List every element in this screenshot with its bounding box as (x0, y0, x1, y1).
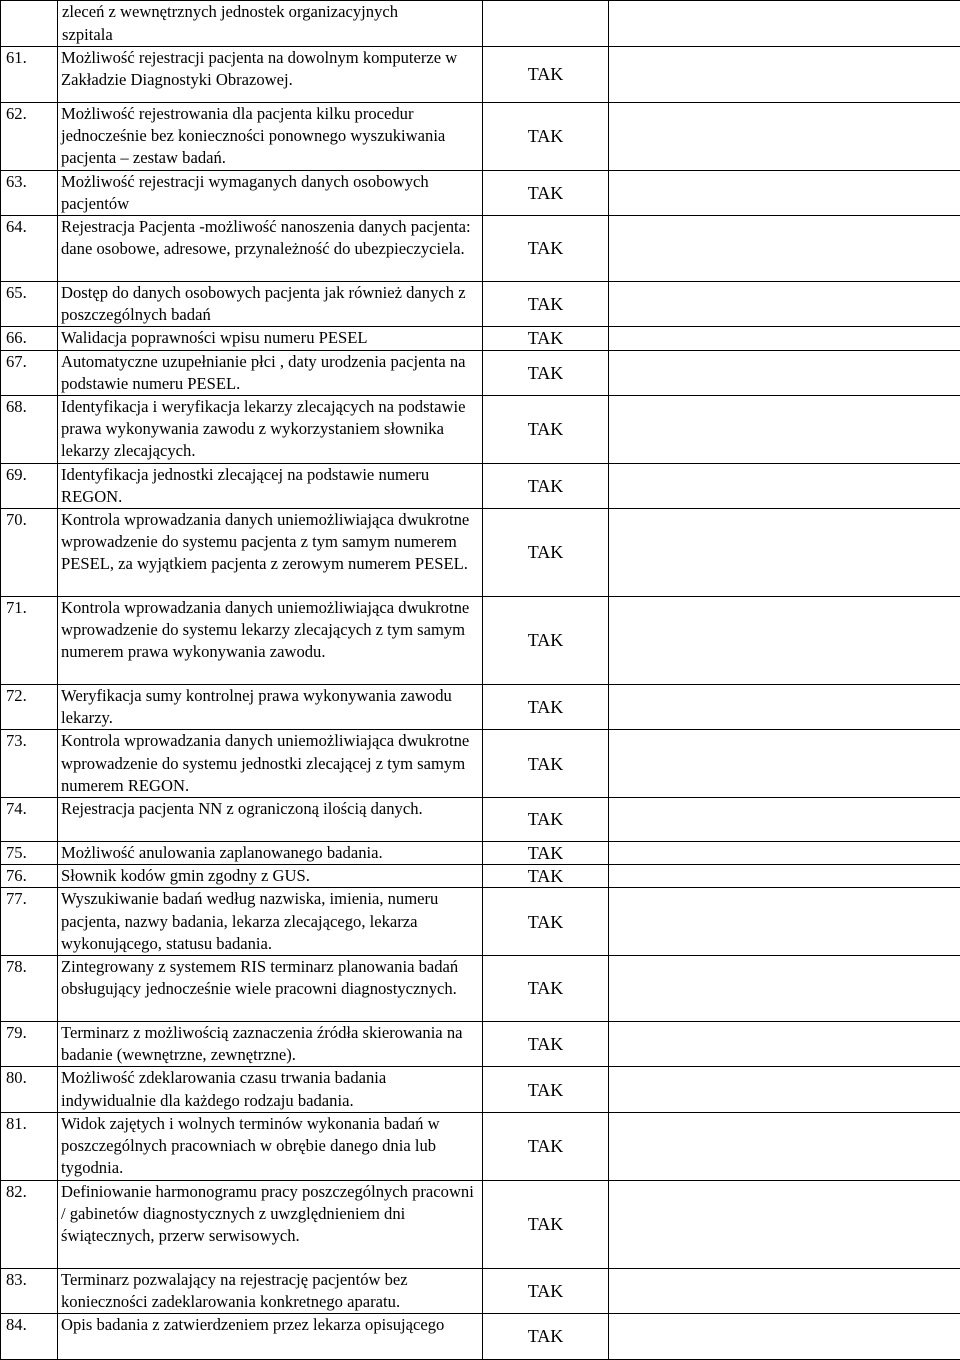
row-extra (609, 1268, 960, 1313)
row-extra (609, 463, 960, 508)
row-extra (609, 282, 960, 327)
row-extra (609, 1180, 960, 1268)
row-extra (609, 1022, 960, 1067)
row-number: 68. (1, 396, 58, 464)
row-description: Możliwość rejestrowania dla pacjenta kilku procedur jednocześnie bez konieczności ponownego wyszukiwania pacjenta – zestaw badań. (58, 103, 483, 171)
row-description: Wyszukiwanie badań według nazwiska, imienia, numeru pacjenta, nazwy badania, lekarza zlecającego, lekarza wykonującego, statusu badania. (58, 888, 483, 956)
row-extra (609, 1112, 960, 1180)
row-extra (609, 396, 960, 464)
row-number: 73. (1, 730, 58, 798)
row-value: TAK (483, 463, 609, 508)
row-description: Rejestracja pacjenta NN z ograniczoną ilością danych. (58, 798, 483, 842)
row-value: TAK (483, 350, 609, 395)
row-extra (609, 1313, 960, 1359)
table-row (1, 798, 960, 842)
row-extra (609, 327, 960, 350)
row-value: TAK (483, 842, 609, 865)
row-value: TAK (483, 1067, 609, 1112)
row-value: TAK (483, 103, 609, 171)
row-number: 65. (1, 282, 58, 327)
row-extra (609, 103, 960, 171)
row-extra (609, 350, 960, 395)
row-description: Kontrola wprowadzania danych uniemożliwiająca dwukrotne wprowadzenie do systemu jednostki zlecającej z tym samym numerem REGON. (58, 730, 483, 798)
row-number: 61. (1, 47, 58, 103)
intro-line-2: szpitala (62, 24, 482, 46)
row-value: TAK (483, 396, 609, 464)
table-row (1, 47, 960, 103)
row-description: Możliwość rejestracji wymaganych danych osobowych pacjentów (58, 170, 483, 215)
row-number: 77. (1, 888, 58, 956)
table-row (1, 1268, 960, 1313)
table-row (1, 350, 960, 395)
row-extra (609, 509, 960, 597)
row-number: 70. (1, 509, 58, 597)
table-row (1, 730, 960, 798)
row-description: Możliwość rejestracji pacjenta na dowolnym komputerze w Zakładzie Diagnostyki Obrazowej. (58, 47, 483, 103)
row-description: Zintegrowany z systemem RIS terminarz planowania badań obsługujący jednocześnie wiele pracowni diagnostycznych. (58, 956, 483, 1022)
row-value: TAK (483, 798, 609, 842)
row-number: 79. (1, 1022, 58, 1067)
row-value: TAK (483, 170, 609, 215)
row-extra (609, 685, 960, 730)
row-description: Dostęp do danych osobowych pacjenta jak również danych z poszczególnych badań (58, 282, 483, 327)
row-value: TAK (483, 1112, 609, 1180)
row-description: Automatyczne uzupełnianie płci , daty urodzenia pacjenta na podstawie numeru PESEL. (58, 350, 483, 395)
table-row (1, 888, 960, 956)
row-number: 72. (1, 685, 58, 730)
row-value: TAK (483, 1180, 609, 1268)
table-row (1, 282, 960, 327)
row-description: Widok zajętych i wolnych terminów wykonania badań w poszczególnych pracowniach w obrębie danego dnia lub tygodnia. (58, 1112, 483, 1180)
table-row (1, 103, 960, 171)
table-row (1, 597, 960, 685)
table-row (1, 1067, 960, 1112)
row-extra (609, 865, 960, 888)
row-value: TAK (483, 1268, 609, 1313)
row-description: Możliwość zdeklarowania czasu trwania badania indywidualnie dla każdego rodzaju badania. (58, 1067, 483, 1112)
row-description: Identyfikacja jednostki zlecającej na podstawie numeru REGON. (58, 463, 483, 508)
row-value: TAK (483, 685, 609, 730)
row-extra (609, 842, 960, 865)
row-description: Definiowanie harmonogramu pracy poszczególnych pracowni / gabinetów diagnostycznych z uwzględnieniem dni świątecznych, przerw serwisowych. (58, 1180, 483, 1268)
row-value: TAK (483, 282, 609, 327)
table-row (1, 327, 960, 350)
row-description: Rejestracja Pacjenta -możliwość nanoszenia danych pacjenta: dane osobowe, adresowe, przynależność do ubezpieczyciela. (58, 216, 483, 282)
table-row (1, 509, 960, 597)
row-value: TAK (483, 1313, 609, 1359)
row-number: 62. (1, 103, 58, 171)
row-value: TAK (483, 1022, 609, 1067)
row-description: Opis badania z zatwierdzeniem przez lekarza opisującego (58, 1313, 483, 1359)
row-number: 66. (1, 327, 58, 350)
table-row (1, 842, 960, 865)
row-number: 67. (1, 350, 58, 395)
row-number: 78. (1, 956, 58, 1022)
row-value: TAK (483, 956, 609, 1022)
table-row (1, 1180, 960, 1268)
row-extra (609, 597, 960, 685)
row-number: 75. (1, 842, 58, 865)
row-extra (609, 1067, 960, 1112)
row-description: Weryfikacja sumy kontrolnej prawa wykonywania zawodu lekarzy. (58, 685, 483, 730)
row-description: Terminarz z możliwością zaznaczenia źródła skierowania na badanie (wewnętrzne, zewnętrzne). (58, 1022, 483, 1067)
row-number: 81. (1, 1112, 58, 1180)
row-value: TAK (483, 865, 609, 888)
extra-cell (609, 1, 960, 47)
row-description: Walidacja poprawności wpisu numeru PESEL (58, 327, 483, 350)
value-cell (483, 1, 609, 47)
row-value: TAK (483, 888, 609, 956)
row-description: Kontrola wprowadzania danych uniemożliwiająca dwukrotne wprowadzenie do systemu pacjenta z tym samym numerem PESEL, za wyjątkiem pacjenta z zerowym numerem PESEL. (58, 509, 483, 597)
table-row-intro (1, 1, 960, 47)
requirements-table-body (1, 1, 960, 1360)
row-number: 71. (1, 597, 58, 685)
table-row (1, 1112, 960, 1180)
row-description: Terminarz pozwalający na rejestrację pacjentów bez konieczności zadeklarowania konkretnego aparatu. (58, 1268, 483, 1313)
row-extra (609, 798, 960, 842)
row-value: TAK (483, 509, 609, 597)
row-description: Słownik kodów gmin zgodny z GUS. (58, 865, 483, 888)
row-description: Identyfikacja i weryfikacja lekarzy zlecających na podstawie prawa wykonywania zawodu z wykorzystaniem słownika lekarzy zlecających. (58, 396, 483, 464)
table-row (1, 685, 960, 730)
row-description: Możliwość anulowania zaplanowanego badania. (58, 842, 483, 865)
row-extra (609, 216, 960, 282)
desc-cell (58, 1, 483, 47)
row-number: 84. (1, 1313, 58, 1359)
table-row (1, 170, 960, 215)
row-value: TAK (483, 597, 609, 685)
table-row (1, 396, 960, 464)
row-extra (609, 888, 960, 956)
row-number: 69. (1, 463, 58, 508)
row-extra (609, 47, 960, 103)
row-description: Kontrola wprowadzania danych uniemożliwiająca dwukrotne wprowadzenie do systemu lekarzy zlecających z tym samym numerem prawa wykonywania zawodu. (58, 597, 483, 685)
row-extra (609, 730, 960, 798)
num-cell (1, 1, 58, 47)
intro-line-1: zleceń z wewnętrznych jednostek organizacyjnych (62, 1, 482, 23)
row-number: 83. (1, 1268, 58, 1313)
row-number: 74. (1, 798, 58, 842)
table-row (1, 1313, 960, 1359)
table-row (1, 216, 960, 282)
table-row (1, 1022, 960, 1067)
row-number: 63. (1, 170, 58, 215)
row-number: 80. (1, 1067, 58, 1112)
row-number: 82. (1, 1180, 58, 1268)
row-extra (609, 956, 960, 1022)
row-value: TAK (483, 730, 609, 798)
row-number: 76. (1, 865, 58, 888)
row-extra (609, 170, 960, 215)
table-row (1, 865, 960, 888)
table-row (1, 956, 960, 1022)
row-number: 64. (1, 216, 58, 282)
row-value: TAK (483, 216, 609, 282)
row-value: TAK (483, 327, 609, 350)
row-value: TAK (483, 47, 609, 103)
table-row (1, 463, 960, 508)
